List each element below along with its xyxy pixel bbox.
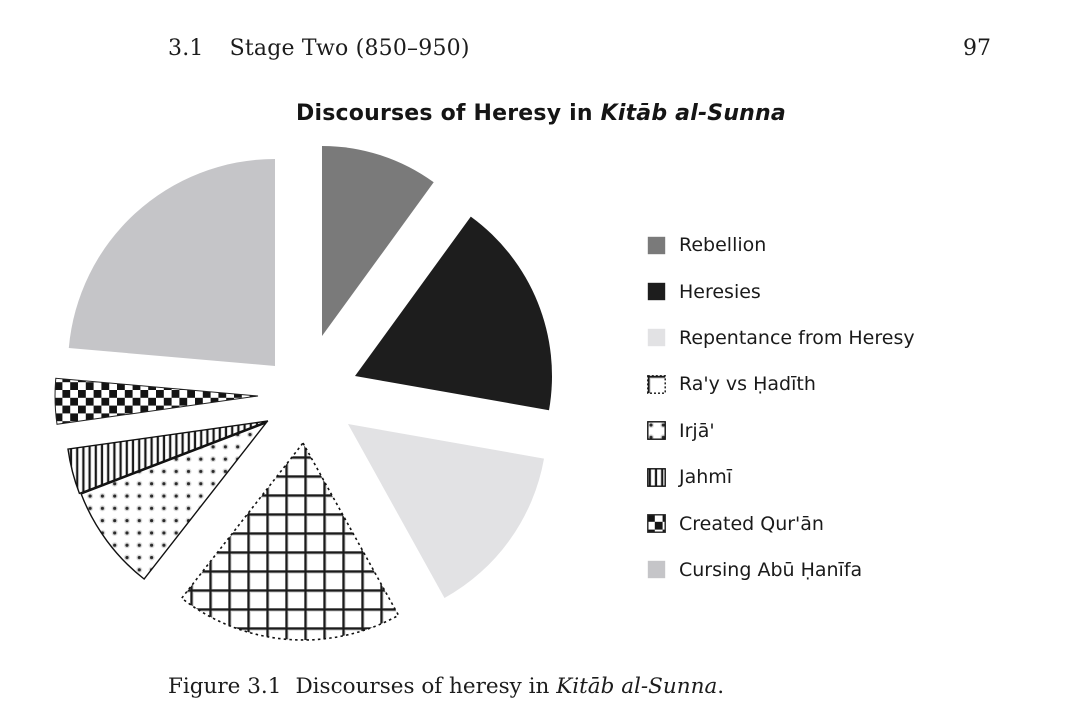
legend-item-cursing-abu-hanifa xyxy=(647,547,915,593)
page-number: 97 xyxy=(963,36,991,61)
chart-title-plain: Discourses of Heresy in xyxy=(296,101,601,126)
legend-label: Created Qur'ān xyxy=(679,512,824,535)
caption-book-name: Kitāb al-Sunna xyxy=(556,674,718,699)
legend xyxy=(647,222,915,593)
chart-title-book-name: Kitāb al-Sunna xyxy=(600,101,786,126)
legend-swatch-ray-vs-hadith xyxy=(647,375,666,394)
legend-swatch-jahmi xyxy=(647,468,666,487)
legend-label: Cursing Abū Ḥanīfa xyxy=(679,558,863,581)
caption-text: Discourses of heresy in xyxy=(295,674,550,699)
legend-label: Jahmī xyxy=(679,466,733,489)
legend-item-ray-vs-hadith xyxy=(647,361,915,407)
legend-label: Ra'y vs Ḥadīth xyxy=(679,373,816,396)
legend-label: Heresies xyxy=(679,280,761,303)
legend-item-heresies xyxy=(647,268,915,314)
figure-caption xyxy=(168,674,724,699)
figure-label: Figure 3.1 xyxy=(168,674,282,699)
caption-period: . xyxy=(717,674,725,699)
section-title: Stage Two (850–950) xyxy=(229,36,470,61)
section-number: 3.1 xyxy=(168,36,204,61)
legend-swatch-created-quran xyxy=(647,514,666,533)
legend-item-irja xyxy=(647,408,915,454)
legend-swatch-cursing-abu-hanifa xyxy=(647,560,666,579)
pie-slice-cursing-abu-hanifa xyxy=(69,159,275,366)
pie-slice-repentance-from-heresy xyxy=(348,424,544,598)
legend-item-jahmi xyxy=(647,454,915,500)
legend-item-repentance-from-heresy xyxy=(647,315,915,361)
legend-swatch-irja xyxy=(647,421,666,440)
legend-label: Rebellion xyxy=(679,234,767,257)
legend-label: Irjā' xyxy=(679,419,715,442)
pie-slice-created-quran xyxy=(55,378,258,424)
legend-item-rebellion xyxy=(647,222,915,268)
legend-item-created-quran xyxy=(647,500,915,546)
legend-swatch-repentance-from-heresy xyxy=(647,328,666,347)
legend-label: Repentance from Heresy xyxy=(679,326,915,349)
legend-swatch-heresies xyxy=(647,282,666,301)
legend-swatch-rebellion xyxy=(647,236,666,255)
